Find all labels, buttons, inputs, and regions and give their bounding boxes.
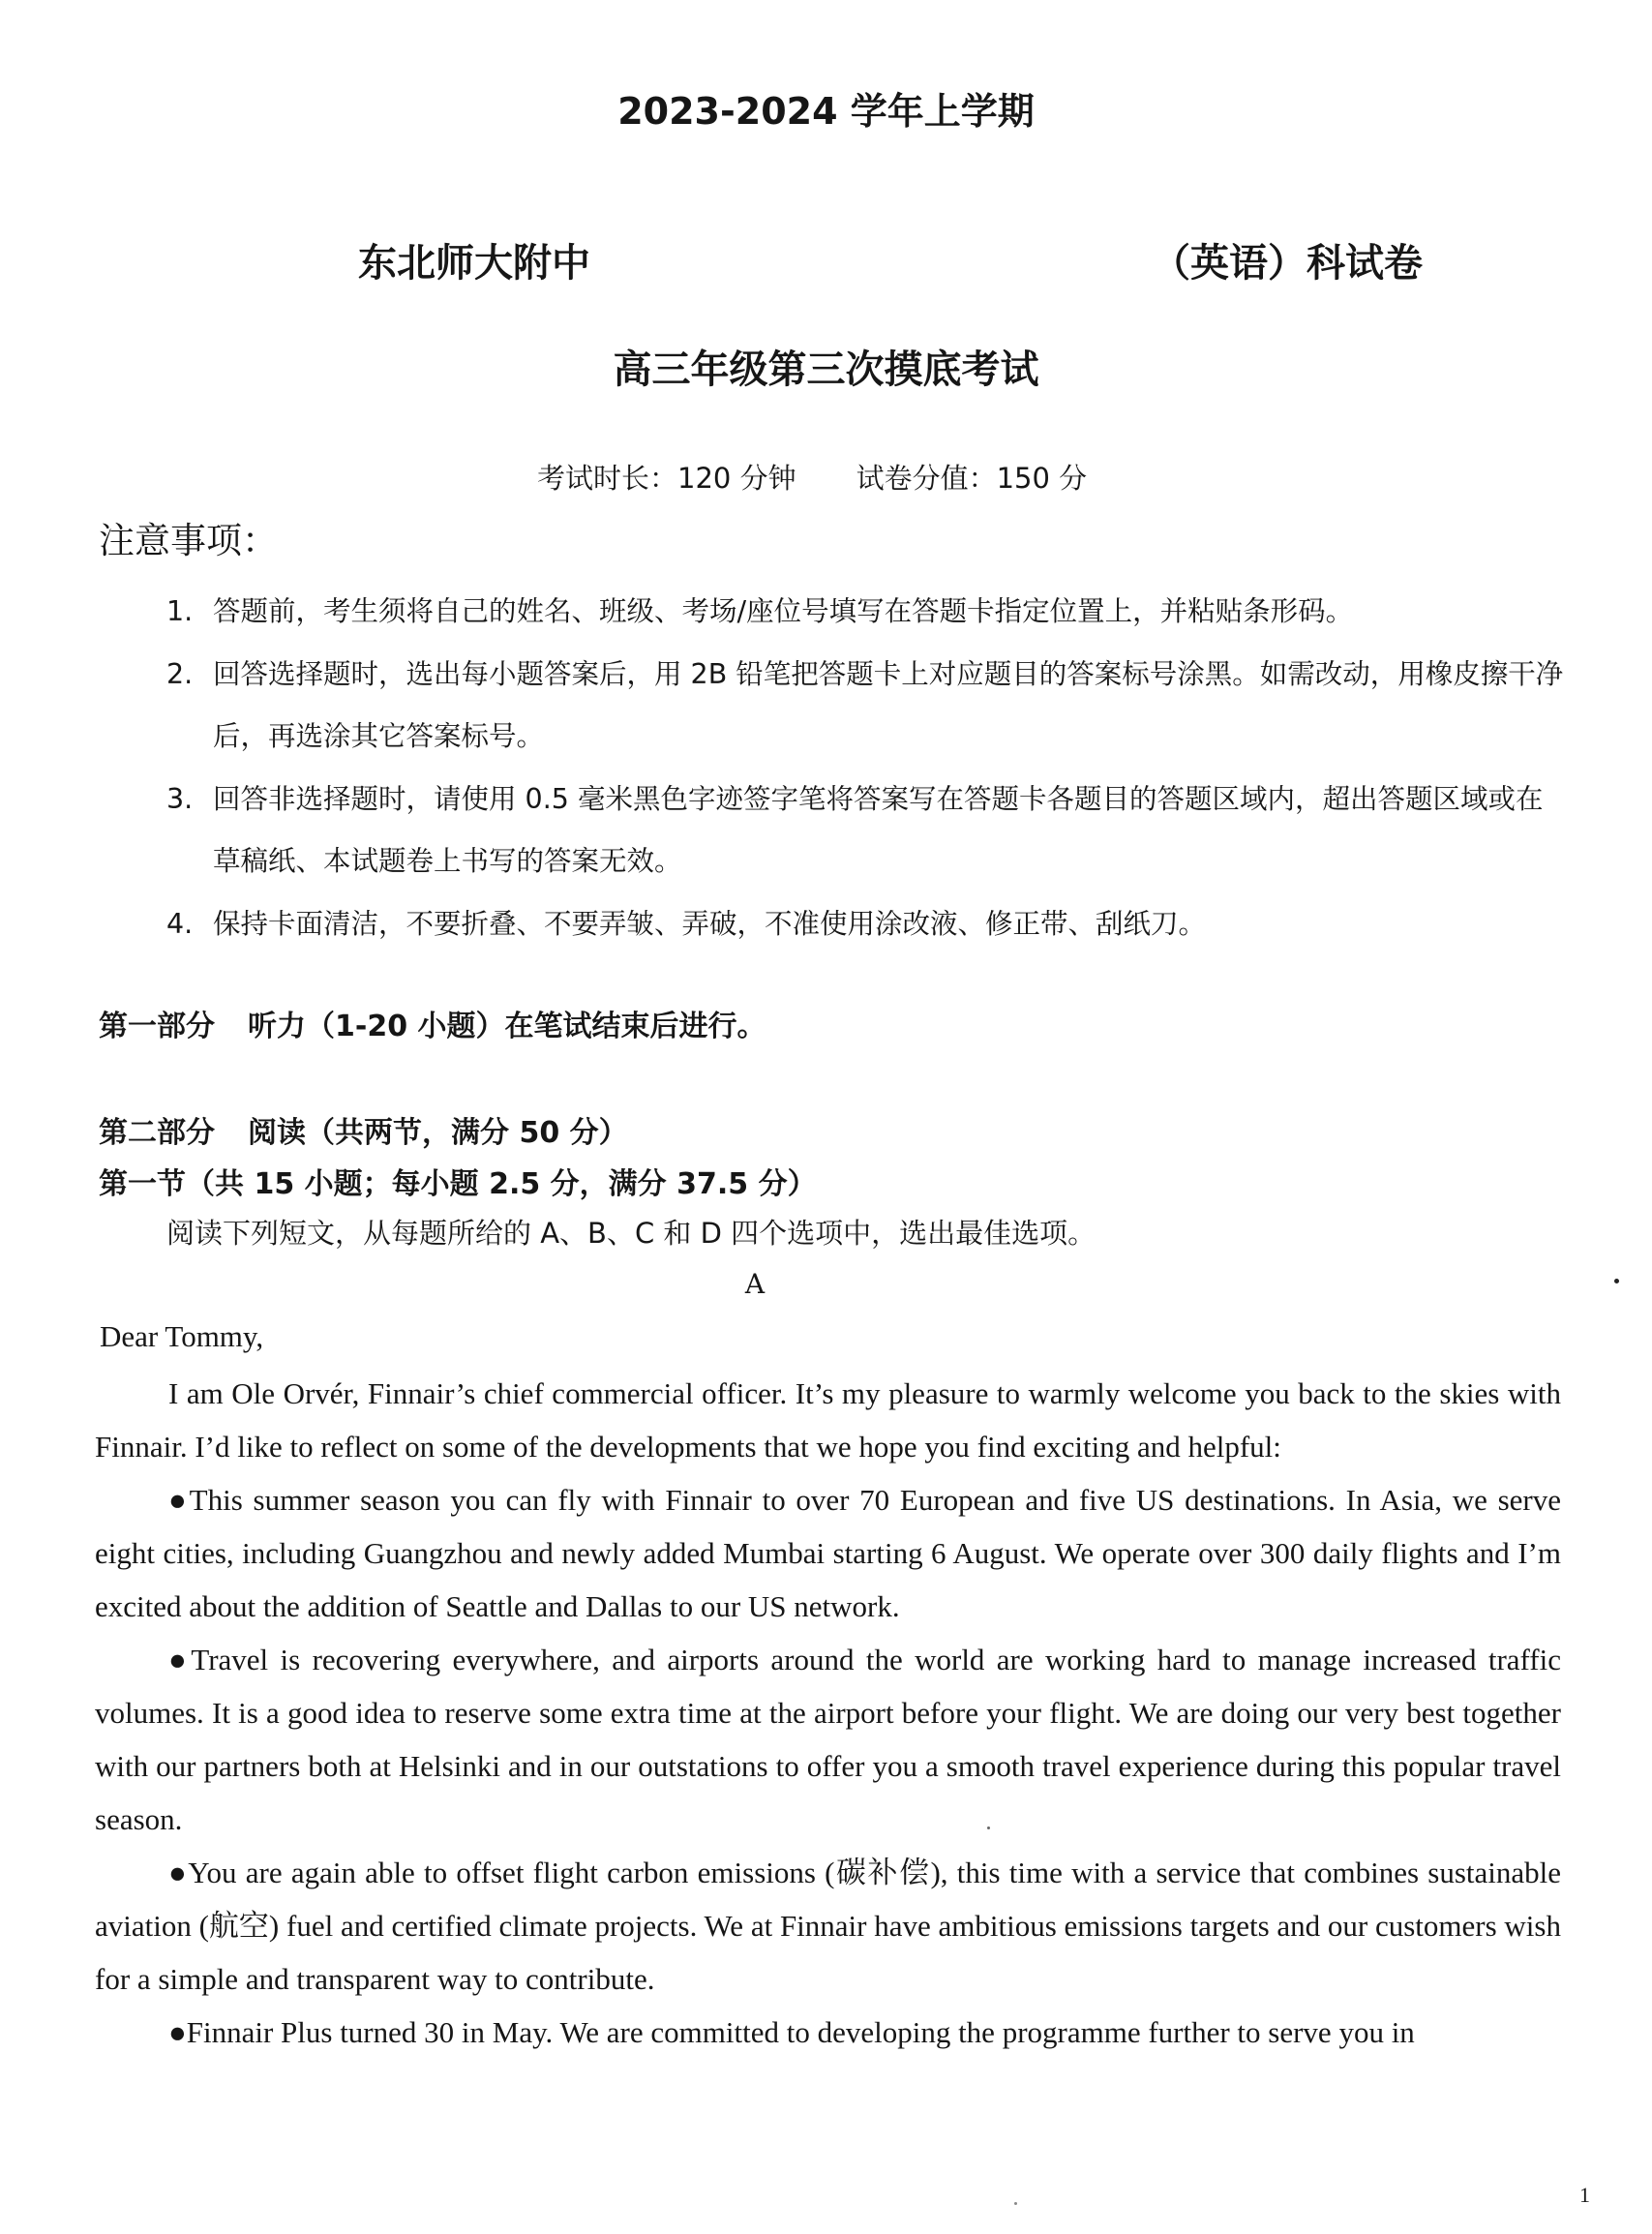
- exam-duration: 考试时长：120 分钟: [537, 462, 796, 495]
- exam-info: [537, 457, 1087, 497]
- passage-paragraph: ●You are again able to offset flight carbon emissions (碳补偿), this time with a service that combines sustainable aviation (航空) fuel and certified climate projects. We at Finnair have ambitious emissions targets and our customers wish for a simple and transparent way to contribute.: [95, 1856, 1561, 1996]
- exam-title: 高三年级第三次摸底考试: [613, 347, 1039, 392]
- part-two-heading: [99, 1108, 628, 1151]
- notice-list: [166, 581, 1570, 955]
- subject-title: （英语）科试卷: [1152, 241, 1423, 286]
- part-two-text: 阅读（共两节，满分 50 分）: [248, 1116, 628, 1150]
- exam-score: 试卷分值：150 分: [856, 462, 1088, 495]
- part-two-label: 第二部分: [99, 1116, 215, 1150]
- part-one-heading: [99, 1002, 766, 1044]
- reading-instruction: 阅读下列短文，从每题所给的 A、B、C 和 D 四个选项中，选出最佳选项。: [166, 1217, 1096, 1250]
- notice-item-number: 1.: [166, 595, 194, 627]
- section-one-heading: 第一节（共 15 小题；每小题 2.5 分，满分 37.5 分）: [99, 1167, 817, 1201]
- scan-speck: [1014, 2202, 1017, 2205]
- notice-item-text: 答题前，考生须将自己的姓名、班级、考场/座位号填写在答题卡指定位置上，并粘贴条形码。: [213, 595, 1354, 627]
- notice-item-number: 3.: [166, 782, 194, 815]
- notice-title: 注意事项：: [99, 520, 278, 561]
- scan-speck: [1614, 1279, 1619, 1283]
- notice-item: [166, 644, 1570, 769]
- part-one-text: 听力（1-20 小题）在笔试结束后进行。: [248, 1010, 766, 1043]
- notice-item-text: 回答非选择题时，请使用 0.5 毫米黑色字迹签字笔将答案写在答题卡各题目的答题区域内，超出答题区域或在草稿纸、本试题卷上书写的答案无效。: [213, 782, 1544, 877]
- page-number: 1: [1579, 2183, 1590, 2207]
- passage-body: [95, 1367, 1561, 2059]
- notice-item: [166, 581, 1570, 644]
- term-title: 2023-2024 学年上学期: [617, 90, 1035, 133]
- letter-greeting: Dear Tommy,: [100, 1319, 264, 1353]
- passage-label: A: [744, 1268, 766, 1300]
- notice-item-text: 保持卡面清洁，不要折叠、不要弄皱、弄破，不准使用涂改液、修正带、刮纸刀。: [213, 907, 1207, 940]
- passage-paragraph: I am Ole Orvér, Finnair’s chief commercial officer. It’s my pleasure to warmly welcome you back to the skies with Finnair. I’d like to reflect on some of the developments that we hope you find exciting and helpful:: [95, 1376, 1561, 1464]
- passage-paragraph: ●This summer season you can fly with Finnair to over 70 European and five US destinations. In Asia, we serve eight cities, including Guangzhou and newly added Mumbai starting 6 August. We operate over 300 daily flights and I’m excited about the addition of Seattle and Dallas to our US network.: [95, 1483, 1561, 1623]
- notice-item-number: 2.: [166, 657, 194, 690]
- passage-paragraph: ●Finnair Plus turned 30 in May. We are committed to developing the programme further to serve you in: [168, 2015, 1415, 2049]
- notice-item: [166, 769, 1570, 893]
- notice-item: [166, 893, 1570, 956]
- scan-speck: [987, 1826, 990, 1829]
- notice-item-number: 4.: [166, 907, 194, 940]
- school-name: 东北师大附中: [358, 241, 590, 286]
- passage-paragraph: ●Travel is recovering everywhere, and airports around the world are working hard to manage increased traffic volumes. It is a good idea to reserve some extra time at the airport before your flight. We are doing our very best together with our partners both at Helsinki and in our outstations to offer you a smooth travel experience during this popular travel season.: [95, 1643, 1561, 1836]
- notice-item-text: 回答选择题时，选出每小题答案后，用 2B 铅笔把答题卡上对应题目的答案标号涂黑。如需改动，用橡皮擦干净后，再选涂其它答案标号。: [213, 657, 1564, 752]
- part-one-label: 第一部分: [99, 1010, 215, 1043]
